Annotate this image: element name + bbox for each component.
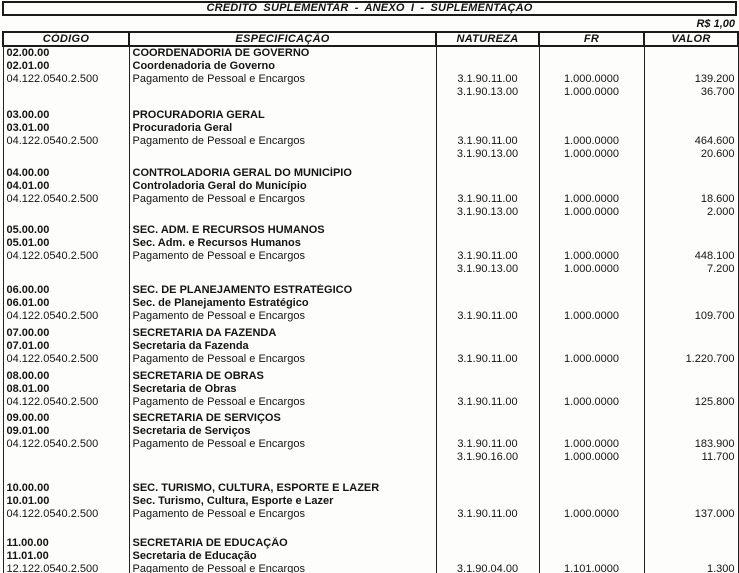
cell-natureza: 3.1.90.13.00 [436,86,539,99]
column-header-especificacao: ESPECIFICAÇÃO [129,32,436,46]
cell-natureza [436,412,539,425]
table-row [3,224,738,237]
cell-natureza [436,297,539,310]
cell-codigo [3,206,129,219]
cell-natureza [436,521,539,537]
cell-codigo: 03.01.00 [3,122,129,135]
table-row [3,537,738,550]
cell-codigo [3,263,129,276]
cell-espec: Pagamento de Pessoal e Encargos [129,135,436,148]
cell-espec: Pagamento de Pessoal e Encargos [129,353,436,366]
cell-fr [539,464,644,482]
cell-codigo: 05.00.00 [3,224,129,237]
cell-valor: 137.000 [644,508,738,521]
cell-codigo: 04.122.0540.2.500 [3,353,129,366]
cell-codigo: 04.122.0540.2.500 [3,396,129,409]
cell-espec: SEC. DE PLANEJAMENTO ESTRATÉGICO [129,284,436,297]
cell-espec: CONTROLADORIA GERAL DO MUNICÍPIO [129,167,436,180]
cell-espec [129,148,436,161]
cell-valor: 109.700 [644,310,738,323]
table-row [3,46,738,60]
cell-valor [644,327,738,340]
table-row [3,340,738,353]
table-body [3,46,738,573]
cell-espec: Secretaria de Educação [129,550,436,563]
cell-natureza [436,276,539,284]
cell-valor [644,340,738,353]
table-row [3,425,738,438]
column-header-valor: VALOR [644,32,738,46]
cell-espec: Pagamento de Pessoal e Encargos [129,563,436,573]
cell-codigo: 04.122.0540.2.500 [3,438,129,451]
cell-natureza [436,167,539,180]
spacer-row [3,99,738,109]
table-row [3,263,738,276]
cell-natureza [436,537,539,550]
cell-fr [539,46,644,60]
cell-natureza [436,550,539,563]
cell-codigo: 04.122.0540.2.500 [3,508,129,521]
cell-fr: 1.000.0000 [539,86,644,99]
document-title: CRÉDITO SUPLEMENTAR - ANEXO I - SUPLEMENTAÇÃO [206,2,533,14]
cell-natureza: 3.1.90.11.00 [436,438,539,451]
cell-espec: Pagamento de Pessoal e Encargos [129,73,436,86]
cell-codigo: 07.01.00 [3,340,129,353]
cell-natureza [436,284,539,297]
cell-fr [539,495,644,508]
cell-codigo [3,86,129,99]
cell-valor: 464.600 [644,135,738,148]
cell-espec: Pagamento de Pessoal e Encargos [129,508,436,521]
cell-codigo: 06.01.00 [3,297,129,310]
cell-codigo: 08.01.00 [3,383,129,396]
cell-fr [539,327,644,340]
cell-codigo: 08.00.00 [3,370,129,383]
cell-espec: Pagamento de Pessoal e Encargos [129,193,436,206]
cell-valor [644,224,738,237]
cell-fr: 1.000.0000 [539,263,644,276]
cell-espec: Pagamento de Pessoal e Encargos [129,250,436,263]
cell-natureza [436,109,539,122]
table-row [3,396,738,409]
table-row [3,383,738,396]
cell-natureza [436,425,539,438]
cell-fr [539,370,644,383]
title-bar [2,1,737,16]
cell-codigo: 12.122.0540.2.500 [3,563,129,573]
table-row [3,237,738,250]
cell-fr [539,482,644,495]
column-header-natureza: NATUREZA [436,32,539,46]
cell-fr [539,109,644,122]
cell-espec [129,276,436,284]
cell-codigo: 06.00.00 [3,284,129,297]
cell-natureza [436,495,539,508]
table-row [3,482,738,495]
spacer-row [3,276,738,284]
cell-fr [539,284,644,297]
cell-natureza: 3.1.90.11.00 [436,508,539,521]
cell-valor [644,99,738,109]
cell-valor [644,180,738,193]
cell-fr [539,297,644,310]
cell-valor [644,482,738,495]
cell-valor: 183.900 [644,438,738,451]
cell-fr [539,99,644,109]
table-row [3,353,738,366]
cell-codigo [3,148,129,161]
cell-natureza [436,46,539,60]
cell-fr: 1.000.0000 [539,193,644,206]
budget-table [2,31,739,573]
cell-natureza [436,464,539,482]
cell-valor: 2.000 [644,206,738,219]
table-row [3,451,738,464]
cell-natureza: 3.1.90.11.00 [436,250,539,263]
cell-valor [644,284,738,297]
table-row [3,60,738,73]
cell-fr: 1.000.0000 [539,508,644,521]
cell-espec: Sec. Turismo, Cultura, Esporte e Lazer [129,495,436,508]
cell-espec [129,86,436,99]
cell-valor: 139.200 [644,73,738,86]
cell-codigo: 10.01.00 [3,495,129,508]
cell-codigo [3,451,129,464]
column-header-fr: FR [539,32,644,46]
cell-natureza [436,60,539,73]
spacer-row [3,521,738,537]
cell-espec: Pagamento de Pessoal e Encargos [129,396,436,409]
cell-codigo: 02.01.00 [3,60,129,73]
cell-espec: Procuradoria Geral [129,122,436,135]
cell-fr: 1.000.0000 [539,438,644,451]
cell-fr: 1.000.0000 [539,451,644,464]
cell-natureza [436,327,539,340]
cell-valor [644,276,738,284]
table-row [3,180,738,193]
cell-codigo: 04.01.00 [3,180,129,193]
cell-valor [644,495,738,508]
cell-valor [644,60,738,73]
currency-note: R$ 1,00 [696,18,735,30]
cell-valor [644,122,738,135]
cell-valor [644,109,738,122]
cell-natureza [436,237,539,250]
cell-espec: Coordenadoria de Governo [129,60,436,73]
table-row [3,167,738,180]
cell-valor [644,412,738,425]
cell-codigo: 04.122.0540.2.500 [3,193,129,206]
cell-valor [644,425,738,438]
cell-espec: Secretaria de Serviços [129,425,436,438]
cell-fr [539,276,644,284]
cell-natureza: 3.1.90.13.00 [436,263,539,276]
cell-espec [129,263,436,276]
cell-fr: 1.000.0000 [539,310,644,323]
cell-valor [644,521,738,537]
cell-natureza: 3.1.90.11.00 [436,310,539,323]
cell-natureza: 3.1.90.16.00 [436,451,539,464]
table-row [3,327,738,340]
table-header-row [3,32,738,46]
cell-espec: Controladoria Geral do Município [129,180,436,193]
cell-espec [129,99,436,109]
table-row [3,284,738,297]
cell-valor [644,237,738,250]
cell-codigo: 03.00.00 [3,109,129,122]
cell-espec: SECRETARIA DA FAZENDA [129,327,436,340]
cell-natureza: 3.1.90.11.00 [436,73,539,86]
cell-fr: 1.000.0000 [539,206,644,219]
table-row [3,563,738,573]
cell-codigo: 02.00.00 [3,46,129,60]
cell-espec: Sec. Adm. e Recursos Humanos [129,237,436,250]
cell-valor [644,550,738,563]
table-row [3,135,738,148]
cell-espec [129,451,436,464]
cell-codigo [3,99,129,109]
cell-natureza: 3.1.90.11.00 [436,193,539,206]
cell-fr [539,340,644,353]
cell-espec: Secretaria da Fazenda [129,340,436,353]
cell-codigo: 04.122.0540.2.500 [3,73,129,86]
document-page [0,1,739,573]
table-row [3,508,738,521]
cell-espec [129,521,436,537]
cell-natureza: 3.1.90.11.00 [436,396,539,409]
spacer-row [3,464,738,482]
cell-fr [539,60,644,73]
cell-valor: 7.200 [644,263,738,276]
cell-codigo: 09.00.00 [3,412,129,425]
cell-valor [644,383,738,396]
table-row [3,193,738,206]
cell-fr: 1.000.0000 [539,135,644,148]
cell-fr [539,383,644,396]
cell-espec: COORDENADORIA DE GOVERNO [129,46,436,60]
table-row [3,206,738,219]
cell-natureza [436,370,539,383]
cell-fr [539,237,644,250]
cell-fr [539,550,644,563]
cell-natureza [436,122,539,135]
cell-valor [644,537,738,550]
cell-fr: 1.000.0000 [539,396,644,409]
cell-codigo: 11.00.00 [3,537,129,550]
cell-valor: 20.600 [644,148,738,161]
table-row [3,495,738,508]
table-row [3,122,738,135]
cell-valor [644,464,738,482]
cell-natureza: 3.1.90.04.00 [436,563,539,573]
cell-codigo [3,276,129,284]
cell-codigo [3,521,129,537]
cell-natureza [436,224,539,237]
table-row [3,73,738,86]
column-header-codigo: CÓDIGO [3,32,129,46]
cell-valor: 125.800 [644,396,738,409]
cell-fr [539,412,644,425]
cell-fr [539,537,644,550]
cell-espec: PROCURADORIA GERAL [129,109,436,122]
cell-espec [129,206,436,219]
cell-natureza: 3.1.90.11.00 [436,353,539,366]
cell-valor: 11.700 [644,451,738,464]
cell-codigo: 04.122.0540.2.500 [3,310,129,323]
cell-valor: 1.300 [644,563,738,573]
cell-fr: 1.000.0000 [539,353,644,366]
cell-natureza: 3.1.90.13.00 [436,148,539,161]
cell-natureza [436,383,539,396]
cell-fr [539,180,644,193]
cell-espec: SEC. ADM. E RECURSOS HUMANOS [129,224,436,237]
cell-codigo: 04.00.00 [3,167,129,180]
cell-codigo: 04.122.0540.2.500 [3,250,129,263]
cell-espec: Pagamento de Pessoal e Encargos [129,438,436,451]
cell-natureza [436,482,539,495]
cell-fr [539,122,644,135]
cell-codigo: 10.00.00 [3,482,129,495]
table-row [3,550,738,563]
cell-fr: 1.000.0000 [539,148,644,161]
table-row [3,148,738,161]
cell-valor: 1.220.700 [644,353,738,366]
cell-valor: 36.700 [644,86,738,99]
table-row [3,250,738,263]
cell-espec: SEC. TURISMO, CULTURA, ESPORTE E LAZER [129,482,436,495]
cell-fr: 1.101.0000 [539,563,644,573]
cell-codigo [3,464,129,482]
cell-espec: Sec. de Planejamento Estratégico [129,297,436,310]
cell-espec: SECRETARIA DE SERVIÇOS [129,412,436,425]
cell-fr [539,521,644,537]
cell-fr [539,224,644,237]
cell-natureza [436,340,539,353]
table-row [3,109,738,122]
table-row [3,370,738,383]
table-row [3,86,738,99]
cell-fr [539,425,644,438]
table-row [3,438,738,451]
cell-codigo: 05.01.00 [3,237,129,250]
cell-espec: Pagamento de Pessoal e Encargos [129,310,436,323]
cell-natureza: 3.1.90.13.00 [436,206,539,219]
table-row [3,310,738,323]
cell-fr [539,167,644,180]
cell-natureza [436,99,539,109]
cell-valor: 448.100 [644,250,738,263]
cell-codigo: 07.00.00 [3,327,129,340]
cell-espec: Secretaria de Obras [129,383,436,396]
cell-espec: SECRETARIA DE EDUCAÇÃO [129,537,436,550]
table-row [3,412,738,425]
table-row [3,297,738,310]
cell-codigo: 09.01.00 [3,425,129,438]
cell-fr: 1.000.0000 [539,250,644,263]
cell-valor [644,46,738,60]
cell-codigo: 11.01.00 [3,550,129,563]
cell-espec [129,464,436,482]
cell-fr: 1.000.0000 [539,73,644,86]
cell-espec: SECRETARIA DE OBRAS [129,370,436,383]
cell-valor [644,370,738,383]
cell-natureza: 3.1.90.11.00 [436,135,539,148]
cell-valor [644,167,738,180]
cell-valor: 18.600 [644,193,738,206]
cell-codigo: 04.122.0540.2.500 [3,135,129,148]
cell-natureza [436,180,539,193]
cell-valor [644,297,738,310]
